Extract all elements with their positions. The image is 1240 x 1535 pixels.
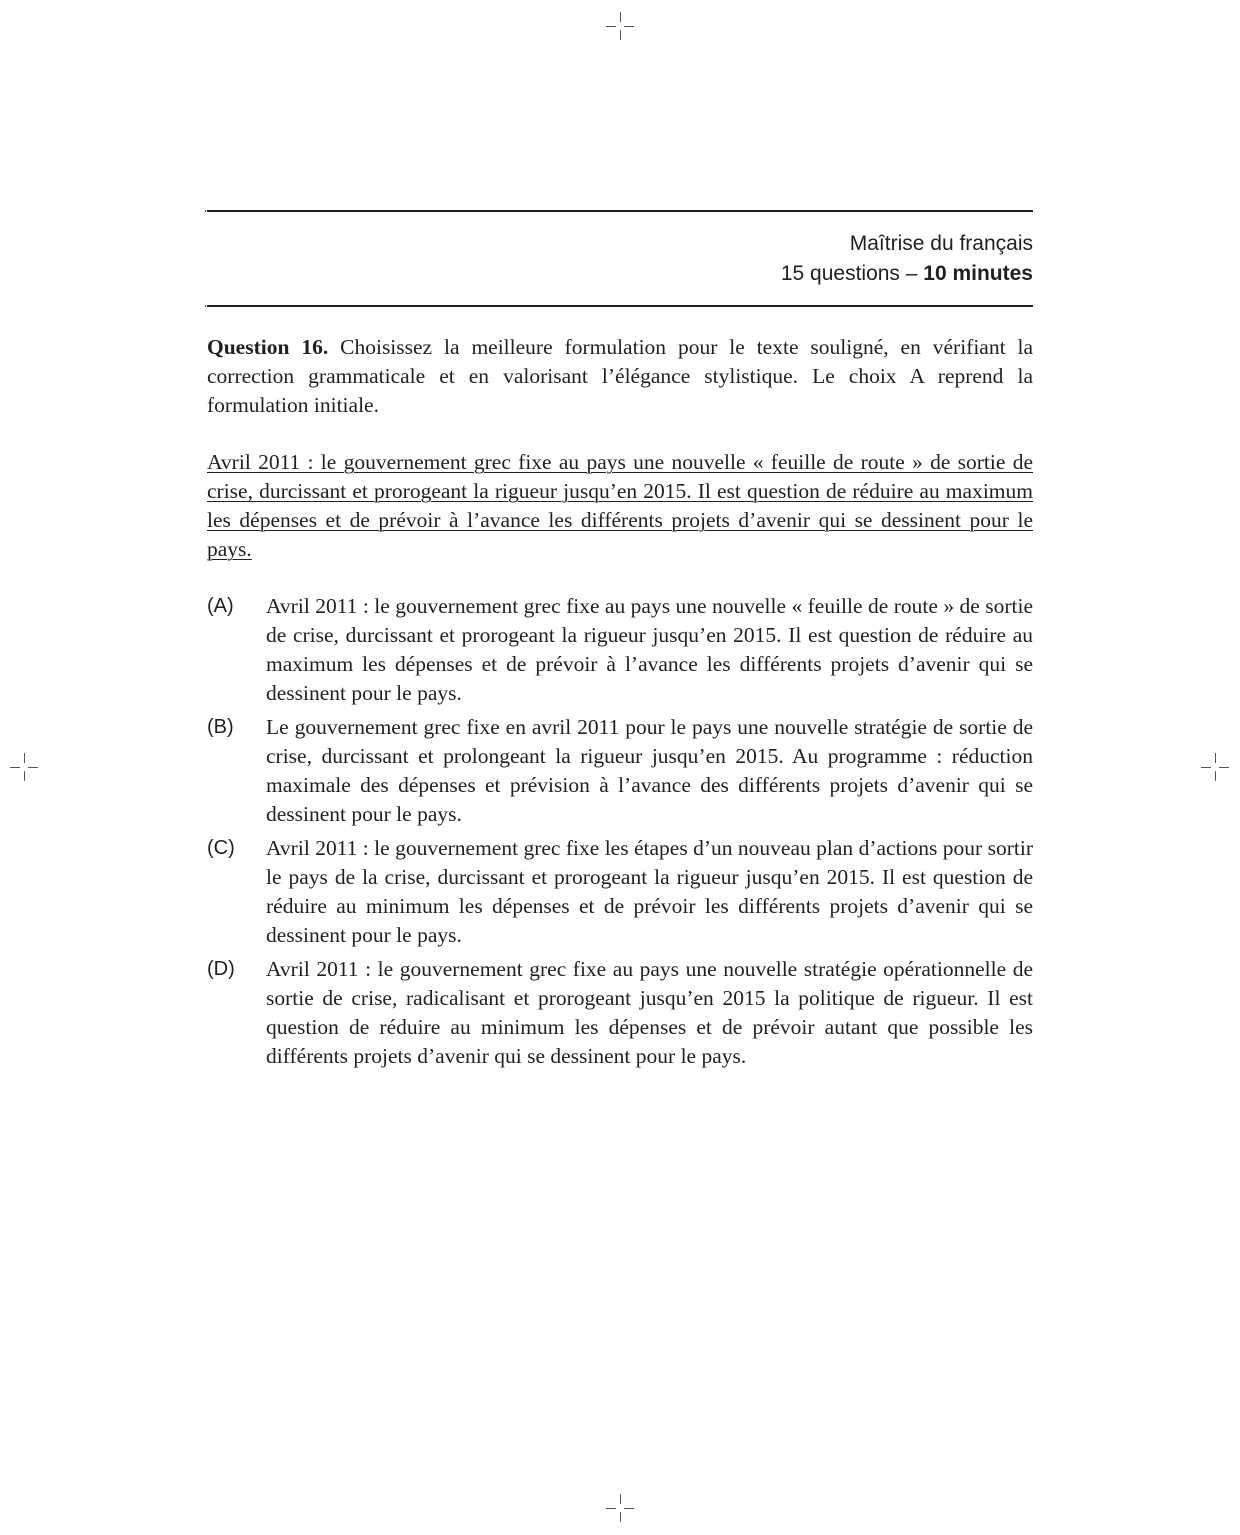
answer-option-d[interactable]: [207, 955, 1033, 1071]
option-letter: (B): [207, 716, 234, 738]
crop-mark-right: [1201, 753, 1229, 781]
questions-count: 15 questions –: [780, 262, 924, 285]
answer-option-b[interactable]: [207, 713, 1033, 829]
header-rule-top: [207, 210, 1033, 212]
option-letter: (C): [207, 837, 235, 859]
question-prompt: [207, 333, 1033, 420]
option-text: Le gouvernement grec fixe en avril 2011 pour le pays une nouvelle stratégie de sortie de crise, durcissant et prolongeant la rigueur jusqu’en 2015. Au programme : réduction maximale des dépenses et prévision à l’avance des différents projets d’avenir qui se dessinent pour le pays.: [266, 715, 1033, 826]
question-label: Question 16.: [207, 335, 329, 359]
answer-option-a[interactable]: [207, 592, 1033, 708]
underlined-passage: Avril 2011 : le gouvernement grec fixe au pays une nouvelle « feuille de route » de sortie de crise, durcissant et prorogeant la rigueur jusqu’en 2015. Il est question de réduire au maximum les dépenses et de prévoir à l’avance les différents projets d’avenir qui se dessinent pour le pays.: [207, 450, 1033, 561]
crop-mark-bottom: [606, 1494, 634, 1522]
question-instruction: Choisissez la meilleure formulation pour le texte souligné, en vérifiant la correction grammaticale et en valorisant l’élégance stylistique. Le choix A reprend la formulation initiale.: [207, 335, 1033, 417]
option-text: Avril 2011 : le gouvernement grec fixe les étapes d’un nouveau plan d’actions pour sortir le pays de la crise, durcissant et prorogeant la rigueur jusqu’en 2015. Il est question de réduire au minimum les dépenses et de prévoir les différents projets d’avenir qui se dessinent pour le pays.: [266, 836, 1033, 947]
option-letter: (D): [207, 958, 235, 980]
subject-title: Maîtrise du français: [849, 232, 1033, 255]
section-info: [207, 259, 1033, 289]
section-header: [207, 229, 1033, 289]
duration: 10 minutes: [923, 262, 1033, 285]
answer-option-c[interactable]: [207, 834, 1033, 950]
crop-mark-top: [606, 12, 634, 40]
header-rule-bottom: [207, 305, 1033, 307]
answer-options: [207, 592, 1033, 1076]
option-letter: (A): [207, 595, 234, 617]
option-text: Avril 2011 : le gouvernement grec fixe au pays une nouvelle « feuille de route » de sortie de crise, durcissant et prorogeant la rigueur jusqu’en 2015. Il est question de réduire au maximum les dépenses et de prévoir à l’avance les différents projets d’avenir qui se dessinent pour le pays.: [266, 594, 1033, 705]
option-text: Avril 2011 : le gouvernement grec fixe au pays une nouvelle stratégie opérationnelle de sortie de crise, radicalisant et prorogeant jusqu’en 2015 la politique de rigueur. Il est question de réduire au minimum les dépenses et de prévoir autant que possible les différents projets d’avenir qui se dessinent pour le pays.: [266, 957, 1033, 1068]
crop-mark-left: [10, 753, 38, 781]
